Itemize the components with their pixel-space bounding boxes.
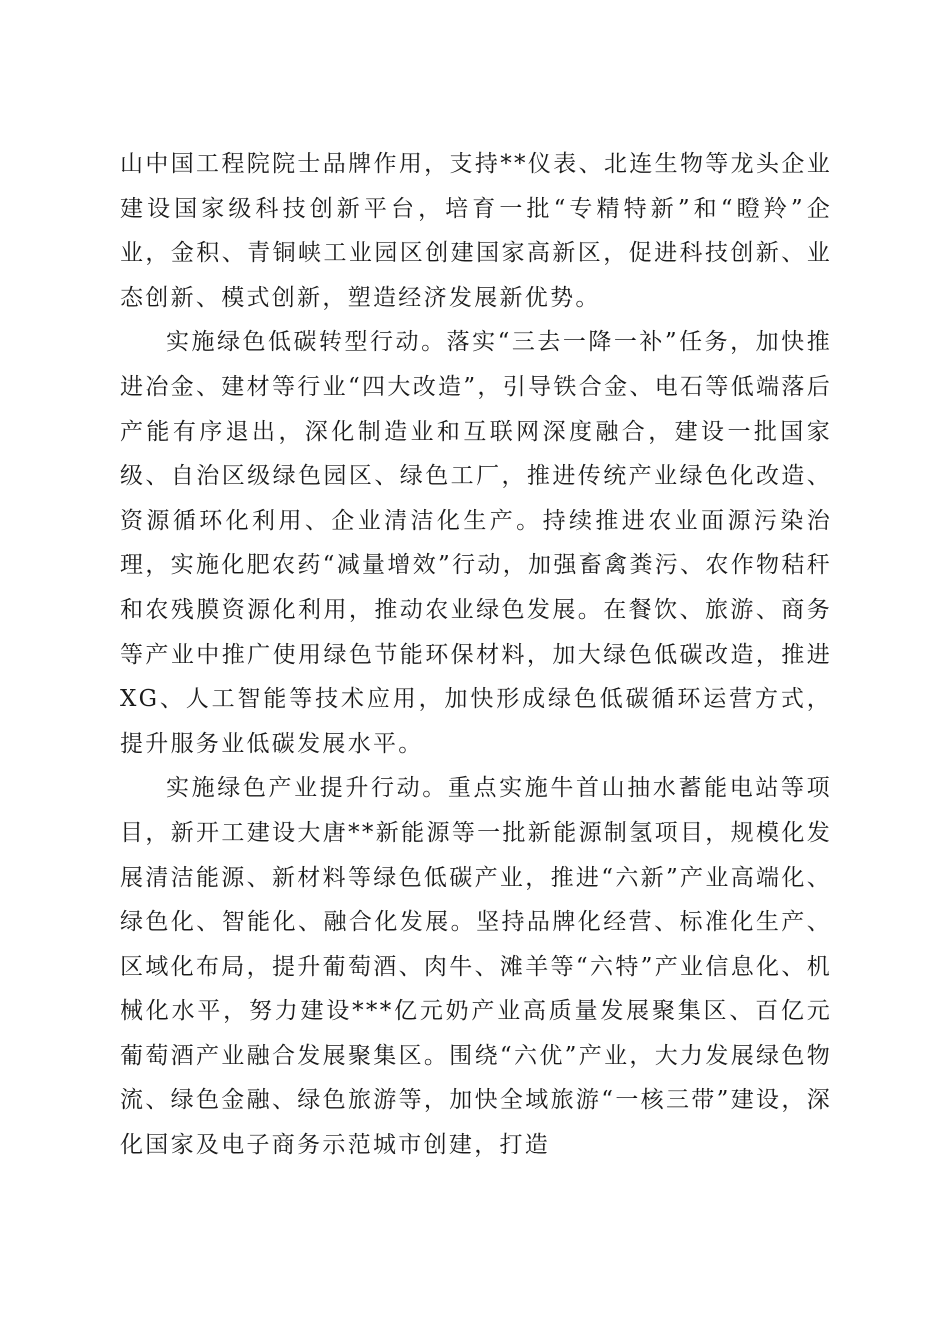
paragraph-continuation: 山中国工程院院士品牌作用，支持**仪表、北连生物等龙头企业建设国家级科技创新平台，培育一批“专精特新”和“瞪羚”企业，金积、青铜峡工业园区创建国家高新区，促进科技创新、业态创新、模式创新，塑造经济发展新优势。 (120, 151, 832, 311)
paragraph-green-low-carbon: 实施绿色低碳转型行动。落实“三去一降一补”任务，加快推进冶金、建材等行业“四大改造”，引导铁合金、电石等低端落后产能有序退出，深化制造业和互联网深度融合，建设一批国家级、自治区级绿色园区、绿色工厂，推进传统产业绿色化改造、资源循环化利用、企业清洁化生产。持续推进农业面源污染治理，实施化肥农药“减量增效”行动，加强畜禽粪污、农作物秸秆和农残膜资源化利用，推动农业绿色发展。在餐饮、旅游、商务等产业中推广使用绿色节能环保材料，加大绿色低碳改造，推进XG、人工智能等技术应用，加快形成绿色低碳循环运营方式，提升服务业低碳发展水平。 (120, 329, 832, 757)
paragraph-green-industry: 实施绿色产业提升行动。重点实施牛首山抽水蓄能电站等项目，新开工建设大唐**新能源等一批新能源制氢项目，规模化发展清洁能源、新材料等绿色低碳产业，推进“六新”产业高端化、绿色化、智能化、融合化发展。坚持品牌化经营、标准化生产、区域化布局，提升葡萄酒、肉牛、滩羊等“六特”产业信息化、机械化水平，努力建设***亿元奶产业高质量发展聚集区、百亿元葡萄酒产业融合发展聚集区。围绕“六优”产业，大力发展绿色物流、绿色金融、绿色旅游等，加快全域旅游“一核三带”建设，深化国家及电子商务示范城市创建，打造 (120, 775, 832, 1159)
body-text (120, 142, 832, 1168)
